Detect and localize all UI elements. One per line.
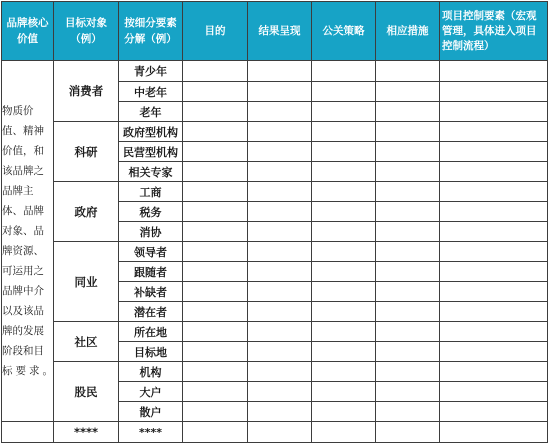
empty-cell bbox=[248, 202, 312, 222]
empty-cell bbox=[312, 202, 376, 222]
segment-cell: 工商 bbox=[119, 182, 183, 202]
empty-cell bbox=[248, 322, 312, 342]
empty-cell bbox=[440, 362, 548, 382]
empty-cell bbox=[376, 61, 440, 82]
empty-cell bbox=[376, 242, 440, 262]
empty-cell bbox=[440, 222, 548, 242]
empty-cell bbox=[248, 222, 312, 242]
empty-cell bbox=[183, 362, 248, 382]
empty-cell bbox=[312, 242, 376, 262]
empty-cell bbox=[183, 82, 248, 102]
empty-cell bbox=[248, 382, 312, 402]
empty-cell bbox=[248, 362, 312, 382]
empty-cell bbox=[183, 122, 248, 142]
empty-cell bbox=[440, 402, 548, 422]
header-measures: 相应措施 bbox=[376, 2, 440, 61]
empty-cell bbox=[440, 182, 548, 202]
empty-cell bbox=[376, 382, 440, 402]
segment-cell: 潜在者 bbox=[119, 302, 183, 322]
empty-cell bbox=[440, 242, 548, 262]
target-cell: 社区 bbox=[54, 322, 119, 362]
empty-cell bbox=[312, 322, 376, 342]
segment-cell: 大户 bbox=[119, 382, 183, 402]
empty-cell bbox=[312, 61, 376, 82]
empty-cell bbox=[248, 402, 312, 422]
segment-cell: 政府型机构 bbox=[119, 122, 183, 142]
empty-cell bbox=[440, 322, 548, 342]
segment-cell: 领导者 bbox=[119, 242, 183, 262]
empty-cell bbox=[440, 82, 548, 102]
target-cell: 同业 bbox=[54, 242, 119, 322]
empty-cell bbox=[312, 362, 376, 382]
empty-cell bbox=[248, 182, 312, 202]
segment-cell: 散户 bbox=[119, 402, 183, 422]
header-brand-core-value: 品牌核心 价值 bbox=[2, 2, 54, 61]
brand-core-value-text: 物质价值、精神价值，和该品牌之品牌主体、品牌对象、品牌资源、可运用之品牌中介以及该品牌的发展阶段和目标要求。 bbox=[2, 61, 54, 422]
empty-cell bbox=[248, 102, 312, 122]
empty-cell bbox=[248, 61, 312, 82]
empty-cell bbox=[2, 422, 54, 443]
empty-cell bbox=[376, 422, 440, 443]
empty-cell bbox=[183, 182, 248, 202]
header-row bbox=[2, 2, 548, 61]
empty-cell bbox=[248, 302, 312, 322]
header-result: 结果呈现 bbox=[248, 2, 312, 61]
empty-cell bbox=[376, 302, 440, 322]
empty-cell bbox=[248, 82, 312, 102]
empty-cell bbox=[312, 102, 376, 122]
empty-cell bbox=[248, 262, 312, 282]
table-row bbox=[2, 61, 548, 82]
brand-pr-planning-table bbox=[1, 1, 548, 443]
empty-cell bbox=[312, 382, 376, 402]
empty-cell bbox=[183, 222, 248, 242]
empty-cell bbox=[312, 182, 376, 202]
segment-cell: 补缺者 bbox=[119, 282, 183, 302]
empty-cell bbox=[183, 162, 248, 182]
empty-cell bbox=[183, 402, 248, 422]
empty-cell bbox=[312, 222, 376, 242]
empty-cell bbox=[183, 322, 248, 342]
empty-cell bbox=[376, 402, 440, 422]
empty-cell bbox=[248, 282, 312, 302]
empty-cell bbox=[183, 302, 248, 322]
empty-cell bbox=[440, 422, 548, 443]
empty-cell bbox=[376, 222, 440, 242]
empty-cell bbox=[183, 61, 248, 82]
empty-cell bbox=[312, 342, 376, 362]
segment-cell: **** bbox=[119, 422, 183, 443]
empty-cell bbox=[312, 262, 376, 282]
empty-cell bbox=[183, 202, 248, 222]
empty-cell bbox=[376, 262, 440, 282]
empty-cell bbox=[183, 242, 248, 262]
table-row bbox=[2, 422, 548, 443]
header-control-elements: 项目控制要素（宏观管理，具体进入项目控制流程） bbox=[440, 2, 548, 61]
target-cell: 股民 bbox=[54, 362, 119, 422]
segment-cell: 相关专家 bbox=[119, 162, 183, 182]
empty-cell bbox=[248, 142, 312, 162]
empty-cell bbox=[440, 262, 548, 282]
empty-cell bbox=[312, 282, 376, 302]
empty-cell bbox=[440, 122, 548, 142]
empty-cell bbox=[376, 182, 440, 202]
empty-cell bbox=[183, 422, 248, 443]
empty-cell bbox=[312, 302, 376, 322]
table-row bbox=[2, 182, 548, 202]
target-cell: **** bbox=[54, 422, 119, 443]
empty-cell bbox=[248, 122, 312, 142]
segment-cell: 跟随者 bbox=[119, 262, 183, 282]
target-cell: 消费者 bbox=[54, 61, 119, 122]
empty-cell bbox=[248, 242, 312, 262]
empty-cell bbox=[440, 162, 548, 182]
empty-cell bbox=[376, 322, 440, 342]
empty-cell bbox=[183, 382, 248, 402]
empty-cell bbox=[312, 422, 376, 443]
empty-cell bbox=[183, 262, 248, 282]
empty-cell bbox=[248, 342, 312, 362]
empty-cell bbox=[440, 342, 548, 362]
empty-cell bbox=[312, 142, 376, 162]
empty-cell bbox=[440, 61, 548, 82]
empty-cell bbox=[312, 122, 376, 142]
empty-cell bbox=[376, 122, 440, 142]
empty-cell bbox=[440, 142, 548, 162]
empty-cell bbox=[248, 422, 312, 443]
target-cell: 政府 bbox=[54, 182, 119, 242]
empty-cell bbox=[376, 82, 440, 102]
empty-cell bbox=[440, 102, 548, 122]
segment-cell: 所在地 bbox=[119, 322, 183, 342]
header-pr-strategy: 公关策略 bbox=[312, 2, 376, 61]
empty-cell bbox=[183, 102, 248, 122]
table-row bbox=[2, 362, 548, 382]
empty-cell bbox=[376, 202, 440, 222]
empty-cell bbox=[376, 162, 440, 182]
segment-cell: 税务 bbox=[119, 202, 183, 222]
target-cell: 科研 bbox=[54, 122, 119, 182]
empty-cell bbox=[312, 162, 376, 182]
segment-cell: 目标地 bbox=[119, 342, 183, 362]
segment-cell: 青少年 bbox=[119, 61, 183, 82]
table-row bbox=[2, 122, 548, 142]
segment-cell: 机构 bbox=[119, 362, 183, 382]
empty-cell bbox=[440, 302, 548, 322]
empty-cell bbox=[312, 82, 376, 102]
empty-cell bbox=[376, 362, 440, 382]
empty-cell bbox=[183, 282, 248, 302]
empty-cell bbox=[440, 202, 548, 222]
segment-cell: 民营型机构 bbox=[119, 142, 183, 162]
header-target-object: 目标对象 （例） bbox=[54, 2, 119, 61]
segment-cell: 消协 bbox=[119, 222, 183, 242]
empty-cell bbox=[248, 162, 312, 182]
empty-cell bbox=[376, 102, 440, 122]
segment-cell: 中老年 bbox=[119, 82, 183, 102]
empty-cell bbox=[183, 142, 248, 162]
table-row bbox=[2, 322, 548, 342]
empty-cell bbox=[376, 142, 440, 162]
header-segment-breakdown: 按细分要素 分解（例） bbox=[119, 2, 183, 61]
empty-cell bbox=[183, 342, 248, 362]
empty-cell bbox=[376, 282, 440, 302]
empty-cell bbox=[376, 342, 440, 362]
empty-cell bbox=[440, 382, 548, 402]
header-purpose: 目的 bbox=[183, 2, 248, 61]
table-row bbox=[2, 242, 548, 262]
segment-cell: 老年 bbox=[119, 102, 183, 122]
empty-cell bbox=[440, 282, 548, 302]
empty-cell bbox=[312, 402, 376, 422]
